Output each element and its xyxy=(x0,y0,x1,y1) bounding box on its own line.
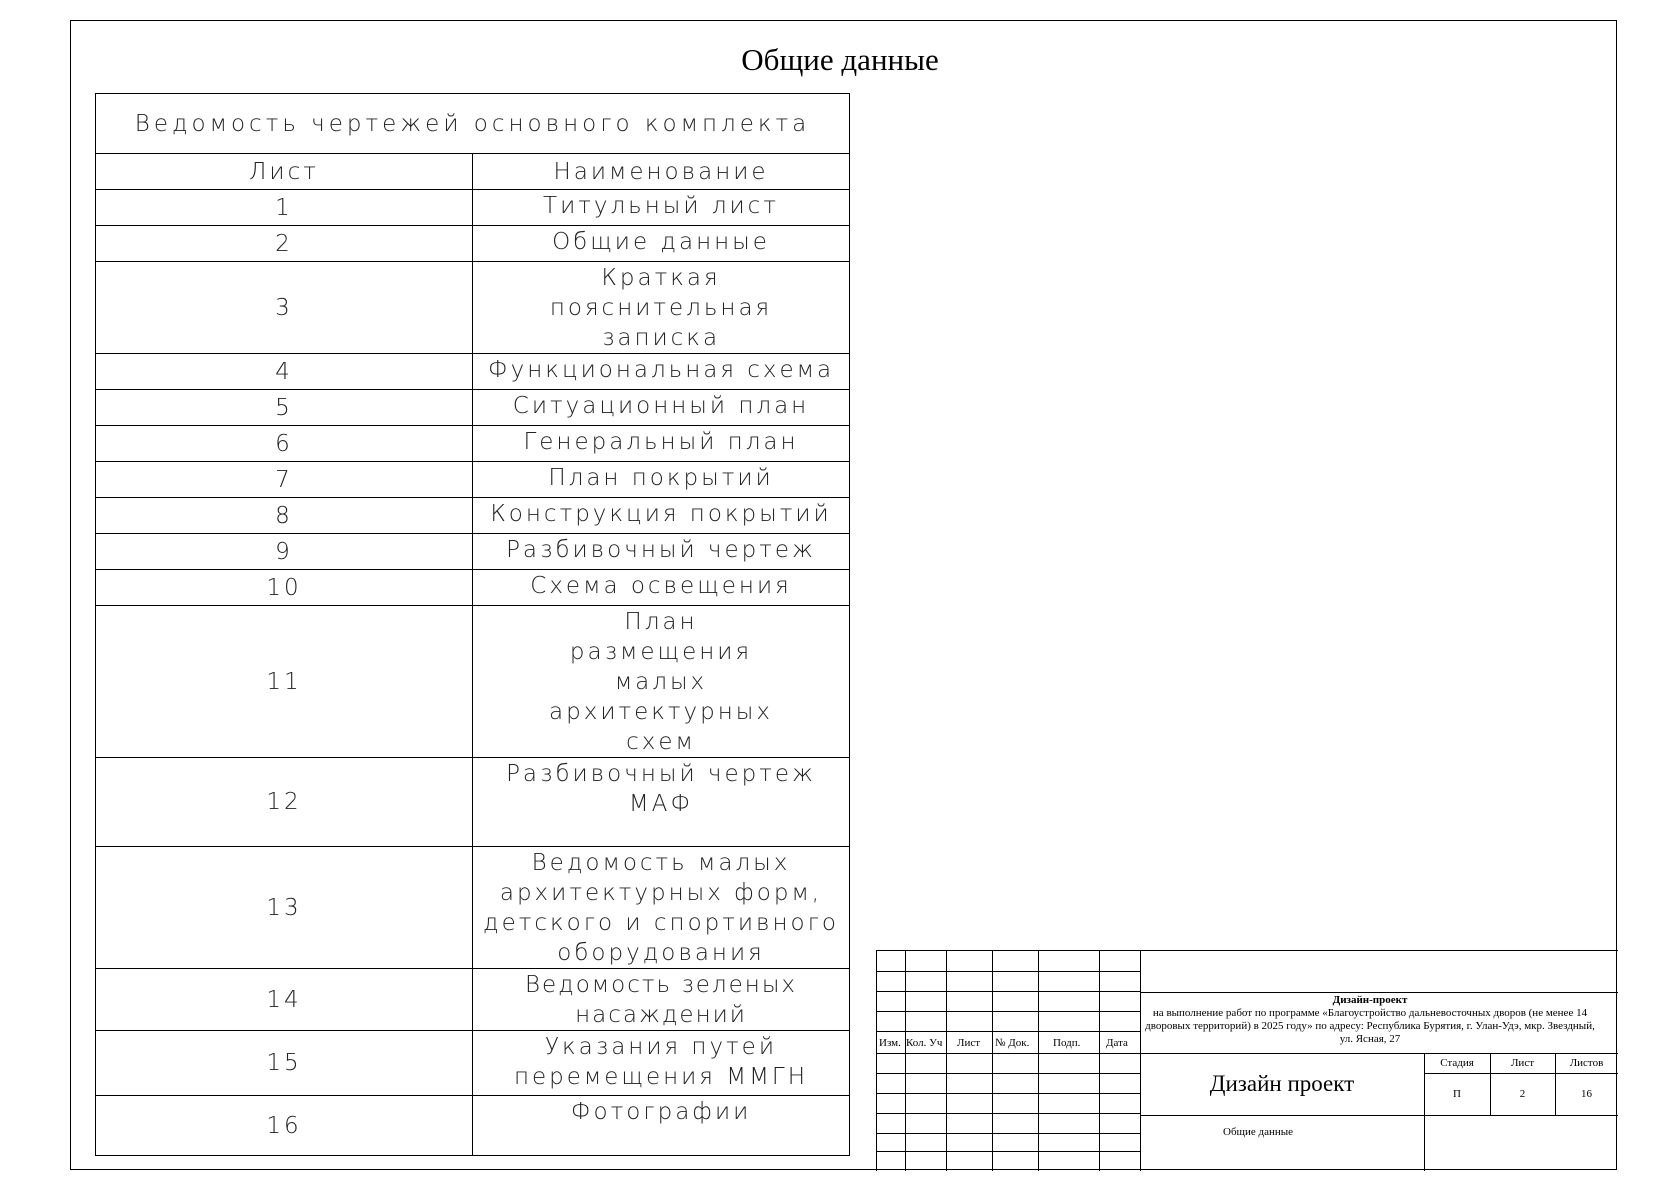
sheet-number: 14 xyxy=(96,969,473,1031)
sheet-number: 1 xyxy=(96,190,473,226)
sheet-name: Фотографии xyxy=(473,1096,850,1156)
sheet-name-label: Общие данные xyxy=(1223,1126,1294,1138)
table-row xyxy=(96,570,850,606)
register-caption-row xyxy=(96,94,850,154)
table-row xyxy=(96,498,850,534)
sheets-label: Листов xyxy=(1569,1057,1604,1069)
sheet-name: Краткая пояснительная записка xyxy=(473,262,850,354)
col-date: Дата xyxy=(1106,1037,1128,1049)
sheet-name: Общие данные xyxy=(473,226,850,262)
sheet-number: 2 xyxy=(96,226,473,262)
col-izm: Изм. xyxy=(879,1037,901,1049)
sheet-label: Лист xyxy=(1510,1057,1535,1069)
sheet-number: 10 xyxy=(96,570,473,606)
col-kol: Кол. Уч xyxy=(906,1037,943,1049)
sheet-number: 3 xyxy=(96,262,473,354)
sheet-name: Функциональная схема xyxy=(473,354,850,390)
table-row xyxy=(96,606,850,758)
register-caption: Ведомость чертежей основного комплекта xyxy=(96,94,850,154)
sheet-name: Разбивочный чертеж МАФ xyxy=(473,758,850,847)
sheet-number: 11 xyxy=(96,606,473,758)
drawing-register-table xyxy=(95,93,850,1156)
sheet-number: 7 xyxy=(96,462,473,498)
project-name: Дизайн проект xyxy=(1209,1071,1355,1096)
register-header-row xyxy=(96,154,850,190)
document-title: Дизайн-проект xyxy=(1332,994,1408,1006)
sheet-number: 5 xyxy=(96,390,473,426)
sheets-value: 16 xyxy=(1581,1088,1592,1100)
stage-value: П xyxy=(1453,1088,1461,1100)
document-description-block xyxy=(1140,994,1600,1046)
table-row xyxy=(96,462,850,498)
table-row xyxy=(96,758,850,847)
table-row xyxy=(96,534,850,570)
sheet-name: Титульный лист xyxy=(473,190,850,226)
sheet-name: Разбивочный чертеж xyxy=(473,534,850,570)
sheet-number: 4 xyxy=(96,354,473,390)
stage-label: Стадия xyxy=(1440,1057,1474,1069)
sheet-number: 6 xyxy=(96,426,473,462)
sheet-name: Ведомость малых архитектурных форм, детского и спортивного оборудования xyxy=(473,847,850,969)
sheet-number: 12 xyxy=(96,758,473,847)
sheet-number: 8 xyxy=(96,498,473,534)
sheet-name: Генеральный план xyxy=(473,426,850,462)
table-row xyxy=(96,969,850,1031)
table-row xyxy=(96,426,850,462)
sheet-number: 16 xyxy=(96,1096,473,1156)
table-row xyxy=(96,226,850,262)
table-row xyxy=(96,354,850,390)
sheet-name: Ведомость зеленых насаждений xyxy=(473,969,850,1031)
sheet-number: 15 xyxy=(96,1031,473,1096)
header-name: Наименование xyxy=(473,154,850,190)
sheet-number: 9 xyxy=(96,534,473,570)
table-row xyxy=(96,1096,850,1156)
sheet-name: План размещения малых архитектурных схем xyxy=(473,606,850,758)
sheet-name: План покрытий xyxy=(473,462,850,498)
document-description: на выполнение работ по программе «Благоустройство дальневосточных дворов (не менее 14 дворовых территорий) в 2025 году» по адресу: Республика Бурятия, г. Улан-Удэ, мкр. Звездный, ул. Ясная, 27 xyxy=(1145,1007,1595,1045)
header-sheet: Лист xyxy=(96,154,473,190)
sheet-name: Схема освещения xyxy=(473,570,850,606)
sheet-name: Конструкция покрытий xyxy=(473,498,850,534)
sheet-value: 2 xyxy=(1519,1088,1526,1100)
sheet-name: Указания путей перемещения ММГН xyxy=(473,1031,850,1096)
table-row xyxy=(96,1031,850,1096)
sheet-name: Ситуационный план xyxy=(473,390,850,426)
col-podp: Подп. xyxy=(1053,1037,1081,1049)
title-block xyxy=(876,950,1618,1171)
col-list: Лист xyxy=(957,1037,981,1049)
table-row xyxy=(96,262,850,354)
page-title: Общие данные xyxy=(741,42,939,77)
table-row xyxy=(96,847,850,969)
col-doc: № Док. xyxy=(995,1037,1030,1049)
table-row xyxy=(96,190,850,226)
sheet-number: 13 xyxy=(96,847,473,969)
table-row xyxy=(96,390,850,426)
